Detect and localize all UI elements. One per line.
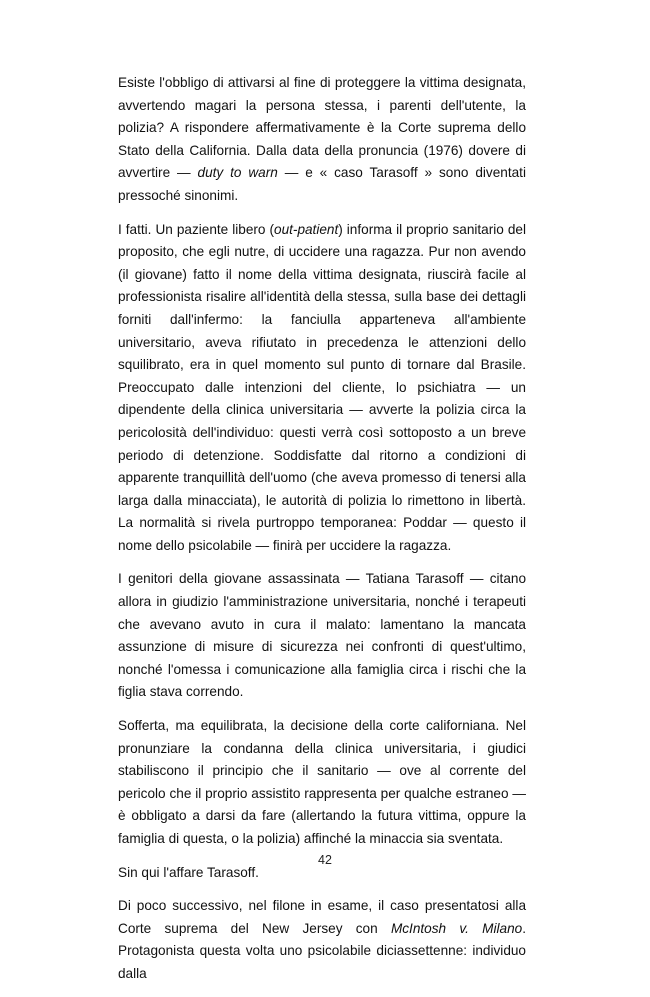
paragraph-text: . Protagonista questa volta uno psicolabile diciassettenne: individuo dalla	[118, 920, 526, 981]
page-number: 42	[318, 853, 332, 867]
paragraph-text: I fatti. Un paziente libero (	[118, 221, 275, 237]
italic-case-name: McIntosh v. Milano	[390, 920, 523, 936]
paragraph-2	[118, 219, 526, 558]
italic-term: out-patient	[274, 221, 339, 237]
paragraph-3	[118, 568, 526, 704]
paragraph-text: I genitori della giovane assassinata — Tatiana Tarasoff — citano allora in giudizio l'amministrazione universitaria, nonché i terapeuti che avevano avuto in cura il malato: lamentano la mancata assunzione di misure di sicurezza nei confronti di quest'ultimo, nonché l'omessa i comunicazione alla famiglia circa i rischi che la figlia stava correndo.	[118, 571, 526, 700]
paragraph-text: ) informa il proprio sanitario del proposito, che egli nutre, di uccidere una ragazza. Pur non avendo (il giovane) fatto il nome della vittima designata, riuscirà facile al professionista risalire all'identità della stessa, sulla base dei dettagli forniti dall'infermo: la fanciulla apparteneva all'ambiente universitario, aveva rifiutato in precedenza le attenzioni dello squilibrato, era in quel momento sul punto di tornare dal Brasile. Preoccupato dalle intenzioni del cliente, lo psichiatra — un dipendente della clinica universitaria — avverte la polizia circa la pericolosità dell'individuo: questi verrà così sottoposto a un breve periodo di detenzione. Soddisfatte dal ritorno a condizioni di apparente tranquillità dell'uomo (che aveva promesso di tenersi alla larga dalla minacciata), le autorità di polizia lo rimettono in libertà. La normalità si rivela purtroppo temporanea: Poddar — questo il nome dello psicolabile — finirà per uccidere la ragazza.	[118, 221, 526, 553]
paragraph-text: Esiste l'obbligo di attivarsi al fine di proteggere la vittima designata, avvertendo magari la persona stessa, i parenti dell'utente, la polizia? A rispondere affermativamente è la Corte suprema dello Stato della California. Dalla data della pronuncia (1976) dovere di avvertire —	[118, 75, 526, 181]
paragraph-4	[118, 715, 526, 851]
paragraph-text: Sin qui l'affare Tarasoff.	[118, 864, 259, 880]
paragraph-text: Sofferta, ma equilibrata, la decisione della corte californiana. Nel pronunziare la condanna della clinica universitaria, i giudici stabiliscono il principio che il sanitario — ove al corrente del pericolo che il proprio assistito rappresenta per qualche estraneo — è obbligato a darsi da fare (allertando la futura vittima, oppure la famiglia di questa, o la polizia) affinché la minaccia sia sventata.	[118, 718, 526, 846]
italic-term: duty to warn	[197, 165, 278, 181]
paragraph-1	[118, 72, 526, 208]
paragraph-text: Di poco successivo, nel filone in esame, il caso presentatosi alla Corte suprema del New Jersey con	[118, 898, 526, 936]
paragraph-6	[118, 895, 526, 985]
paragraph-text: — e « caso Tarasoff » sono diventati pressoché sinonimi.	[118, 165, 526, 203]
